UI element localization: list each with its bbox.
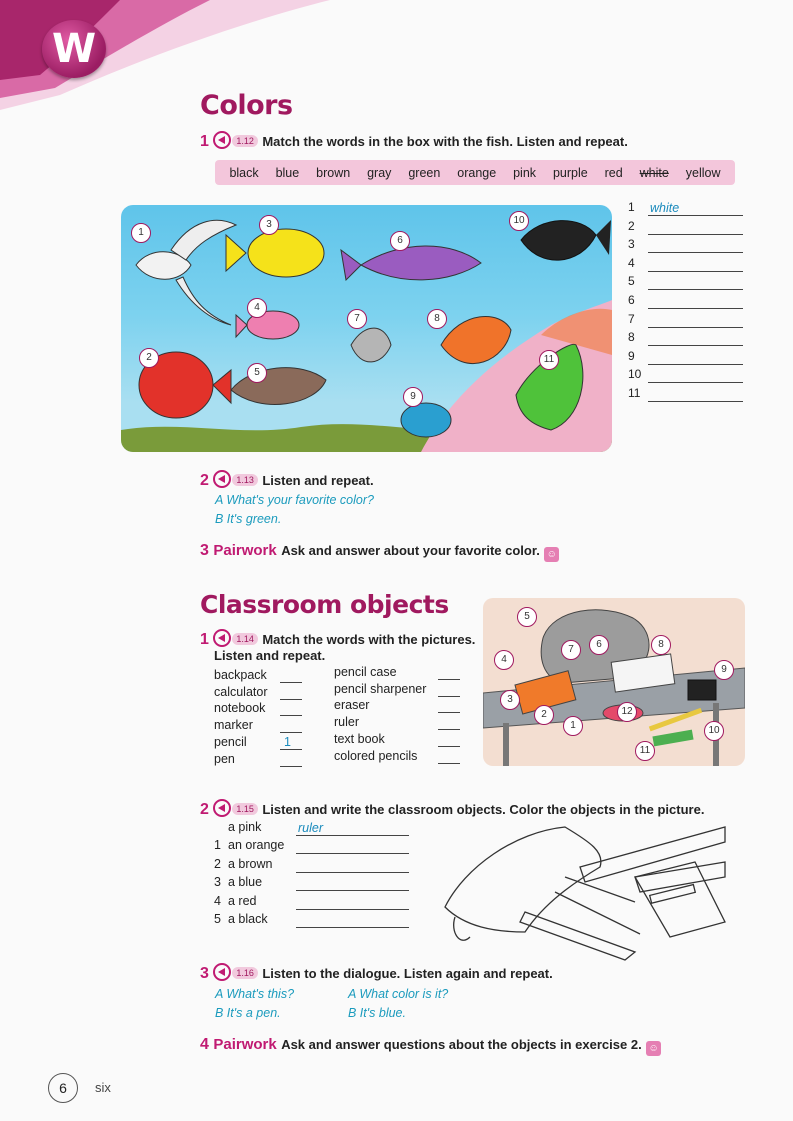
answer-line[interactable]	[296, 872, 409, 873]
object-label: 4	[494, 650, 514, 670]
classroom-title: Classroom objects	[200, 590, 449, 619]
color-word: pink	[513, 165, 537, 180]
color-word: purple	[552, 165, 588, 180]
track-number: 1.12	[232, 135, 258, 147]
fish-label: 3	[259, 215, 279, 235]
instruction: Listen to the dialogue. Listen again and repeat.	[262, 966, 553, 981]
colors-ex3	[200, 542, 559, 562]
write-row	[214, 894, 409, 911]
answer-blank[interactable]	[280, 718, 302, 733]
answer-number: 7	[628, 311, 635, 326]
track-number: 1.13	[232, 474, 258, 486]
object-word: pencil case	[334, 665, 397, 679]
answer-blank[interactable]	[438, 665, 460, 680]
dialogue-line-a2: A What color is it?	[348, 987, 449, 1001]
answer-line[interactable]	[648, 289, 743, 290]
color-word: brown	[316, 165, 351, 180]
answer-line[interactable]	[296, 853, 409, 854]
page-number: 6	[48, 1073, 78, 1103]
answer-blank[interactable]	[280, 685, 302, 700]
fish-label: 11	[539, 350, 559, 370]
answer-blank[interactable]	[280, 668, 302, 683]
audio-icon[interactable]	[213, 131, 231, 149]
answer-row	[628, 256, 743, 274]
answer-line[interactable]	[648, 215, 743, 216]
row-prompt: an orange	[228, 838, 285, 853]
answer-blank[interactable]	[280, 735, 302, 750]
track-number: 1.16	[232, 967, 258, 979]
object-word: text book	[334, 731, 385, 746]
fish-drawing	[121, 205, 612, 452]
audio-icon[interactable]	[213, 963, 231, 981]
answer-row	[628, 293, 743, 311]
answer-blank[interactable]	[438, 682, 460, 697]
object-label: 3	[500, 690, 520, 710]
answer-row	[628, 330, 743, 348]
answer-line[interactable]	[648, 327, 743, 328]
fish-label: 10	[509, 211, 529, 231]
write-row	[214, 838, 409, 855]
row-number: 1	[214, 838, 221, 853]
pairwork-label: Pairwork	[213, 542, 277, 559]
instruction: Listen and repeat.	[262, 473, 374, 488]
pairwork-icon: ☺	[646, 1041, 661, 1056]
classroom-ex2-header	[200, 799, 704, 819]
answer-line[interactable]	[648, 401, 743, 402]
answer-row	[628, 200, 743, 218]
audio-icon[interactable]	[213, 799, 231, 817]
answer-value: 1	[284, 734, 291, 749]
write-row	[214, 857, 409, 874]
row-prompt: a black	[228, 912, 268, 926]
answer-value: white	[650, 201, 680, 215]
row-number: 3	[214, 875, 221, 890]
audio-icon[interactable]	[213, 470, 231, 488]
object-label: 8	[651, 635, 671, 655]
object-label: 7	[561, 640, 581, 660]
instruction: Match the words in the box with the fish. Listen and repeat.	[262, 134, 628, 149]
object-word: pen	[214, 751, 235, 766]
answer-blank[interactable]	[438, 749, 460, 764]
fish-label: 6	[390, 231, 410, 251]
answer-line[interactable]	[296, 927, 409, 928]
answer-number: 4	[628, 255, 635, 270]
object-label: 9	[714, 660, 734, 680]
colors-ex1-header	[200, 131, 628, 151]
answer-number: 3	[628, 237, 635, 252]
answer-number: 1	[628, 200, 635, 214]
instruction: Ask and answer questions about the objects in exercise 2.	[281, 1037, 642, 1052]
exercise-number: 2	[200, 801, 209, 818]
answer-number: 9	[628, 348, 635, 363]
answer-number: 10	[628, 367, 642, 382]
classroom-ex3-header	[200, 963, 553, 983]
object-label: 12	[617, 702, 637, 722]
answer-row	[628, 237, 743, 255]
row-number: 5	[214, 912, 221, 926]
answer-blank[interactable]	[280, 752, 302, 767]
color-word: orange	[457, 165, 497, 180]
object-word: calculator	[214, 684, 268, 699]
instruction: Listen and write the classroom objects. Color the objects in the picture.	[262, 802, 705, 817]
object-label: 5	[517, 607, 537, 627]
object-word: marker	[214, 718, 253, 733]
exercise-number: 2	[200, 472, 209, 489]
pairwork-label: Pairwork	[213, 1036, 277, 1053]
write-row	[214, 820, 409, 837]
exercise-number: 4	[200, 1036, 209, 1053]
color-word: green	[408, 165, 441, 180]
color-word: white	[639, 165, 669, 180]
object-label: 11	[635, 741, 655, 761]
answer-row	[628, 312, 743, 330]
answer-number: 5	[628, 274, 635, 289]
answer-blank[interactable]	[280, 701, 302, 716]
color-word: black	[229, 165, 259, 180]
instruction: Ask and answer about your favorite color.	[281, 543, 540, 558]
color-word-box	[215, 160, 735, 185]
answer-line[interactable]	[648, 382, 743, 383]
colors-ex2-header	[200, 470, 374, 490]
answer-row	[628, 386, 743, 404]
corner-ribbon	[0, 0, 793, 110]
dialogue-line-a1: A What's this?	[215, 987, 295, 1001]
answer-number: 6	[628, 293, 635, 307]
answer-line[interactable]	[296, 835, 409, 836]
color-word: yellow	[685, 165, 721, 180]
answer-row	[628, 219, 743, 237]
object-word: backpack	[214, 668, 267, 682]
fish-label: 9	[403, 387, 423, 407]
dialogue-line-b: B It's green.	[215, 512, 282, 526]
page-word: six	[95, 1080, 111, 1095]
fish-illustration	[121, 205, 612, 452]
object-label: 10	[704, 721, 724, 741]
answer-line[interactable]	[296, 909, 409, 910]
row-number: 2	[214, 856, 221, 871]
answer-row	[628, 367, 743, 385]
write-row	[214, 875, 409, 892]
color-word: blue	[275, 165, 300, 180]
answer-line[interactable]	[648, 345, 743, 346]
exercise-number: 3	[200, 542, 209, 559]
answer-blank[interactable]	[438, 698, 460, 713]
answer-line[interactable]	[648, 271, 743, 272]
answer-value: ruler	[298, 821, 324, 835]
exercise-number: 1	[200, 133, 209, 150]
object-word: pencil sharpener	[334, 681, 427, 696]
object-label: 2	[534, 705, 554, 725]
color-word: red	[604, 165, 623, 180]
dialogue-line-a: A What's your favorite color?	[215, 493, 374, 507]
answer-line[interactable]	[648, 234, 743, 235]
classroom-ex1-header	[200, 629, 475, 649]
fish-label: 5	[247, 363, 267, 383]
classroom-ex4	[200, 1036, 661, 1056]
object-label: 6	[589, 635, 609, 655]
answer-line[interactable]	[648, 308, 743, 309]
answer-row	[628, 349, 743, 367]
fish-label: 2	[139, 348, 159, 368]
fish-label: 1	[131, 223, 151, 243]
answer-line[interactable]	[648, 252, 743, 253]
dialogue-line-b2: B It's blue.	[348, 1006, 406, 1020]
answer-number: 2	[628, 218, 635, 233]
instruction: Match the words with the pictures.	[262, 632, 476, 647]
classroom-objects-illustration	[483, 598, 745, 766]
audio-icon[interactable]	[213, 629, 231, 647]
answer-line[interactable]	[648, 364, 743, 365]
fish-label: 4	[247, 298, 267, 318]
fish-label: 7	[347, 309, 367, 329]
object-word: eraser	[334, 698, 370, 713]
objects-line-drawing	[425, 822, 730, 962]
pairwork-icon: ☺	[544, 547, 559, 562]
answer-blank[interactable]	[438, 715, 460, 730]
section-badge: W	[42, 20, 106, 78]
track-number: 1.15	[232, 803, 258, 815]
answer-number: 11	[628, 386, 641, 400]
track-number: 1.14	[232, 633, 258, 645]
exercise-number: 3	[200, 965, 209, 982]
answer-row	[628, 274, 743, 292]
answer-blank[interactable]	[438, 732, 460, 747]
object-label: 1	[563, 716, 583, 736]
object-word: colored pencils	[334, 748, 418, 763]
fish-label: 8	[427, 309, 447, 329]
row-prompt: a brown	[228, 856, 273, 871]
row-number: 4	[214, 893, 221, 908]
answer-line[interactable]	[296, 890, 409, 891]
dialogue-line-b1: B It's a pen.	[215, 1006, 281, 1020]
row-prompt: a blue	[228, 875, 263, 890]
write-row	[214, 912, 409, 929]
instruction-line2: Listen and repeat.	[214, 648, 326, 663]
object-word: pencil	[214, 734, 247, 749]
colors-title: Colors	[200, 90, 293, 121]
object-word: ruler	[334, 715, 360, 730]
object-word: notebook	[214, 701, 266, 716]
exercise-number: 1	[200, 631, 209, 648]
answer-number: 8	[628, 330, 635, 345]
row-prompt: a red	[228, 893, 257, 908]
row-prompt: a pink	[228, 820, 262, 834]
color-word: gray	[367, 165, 392, 180]
